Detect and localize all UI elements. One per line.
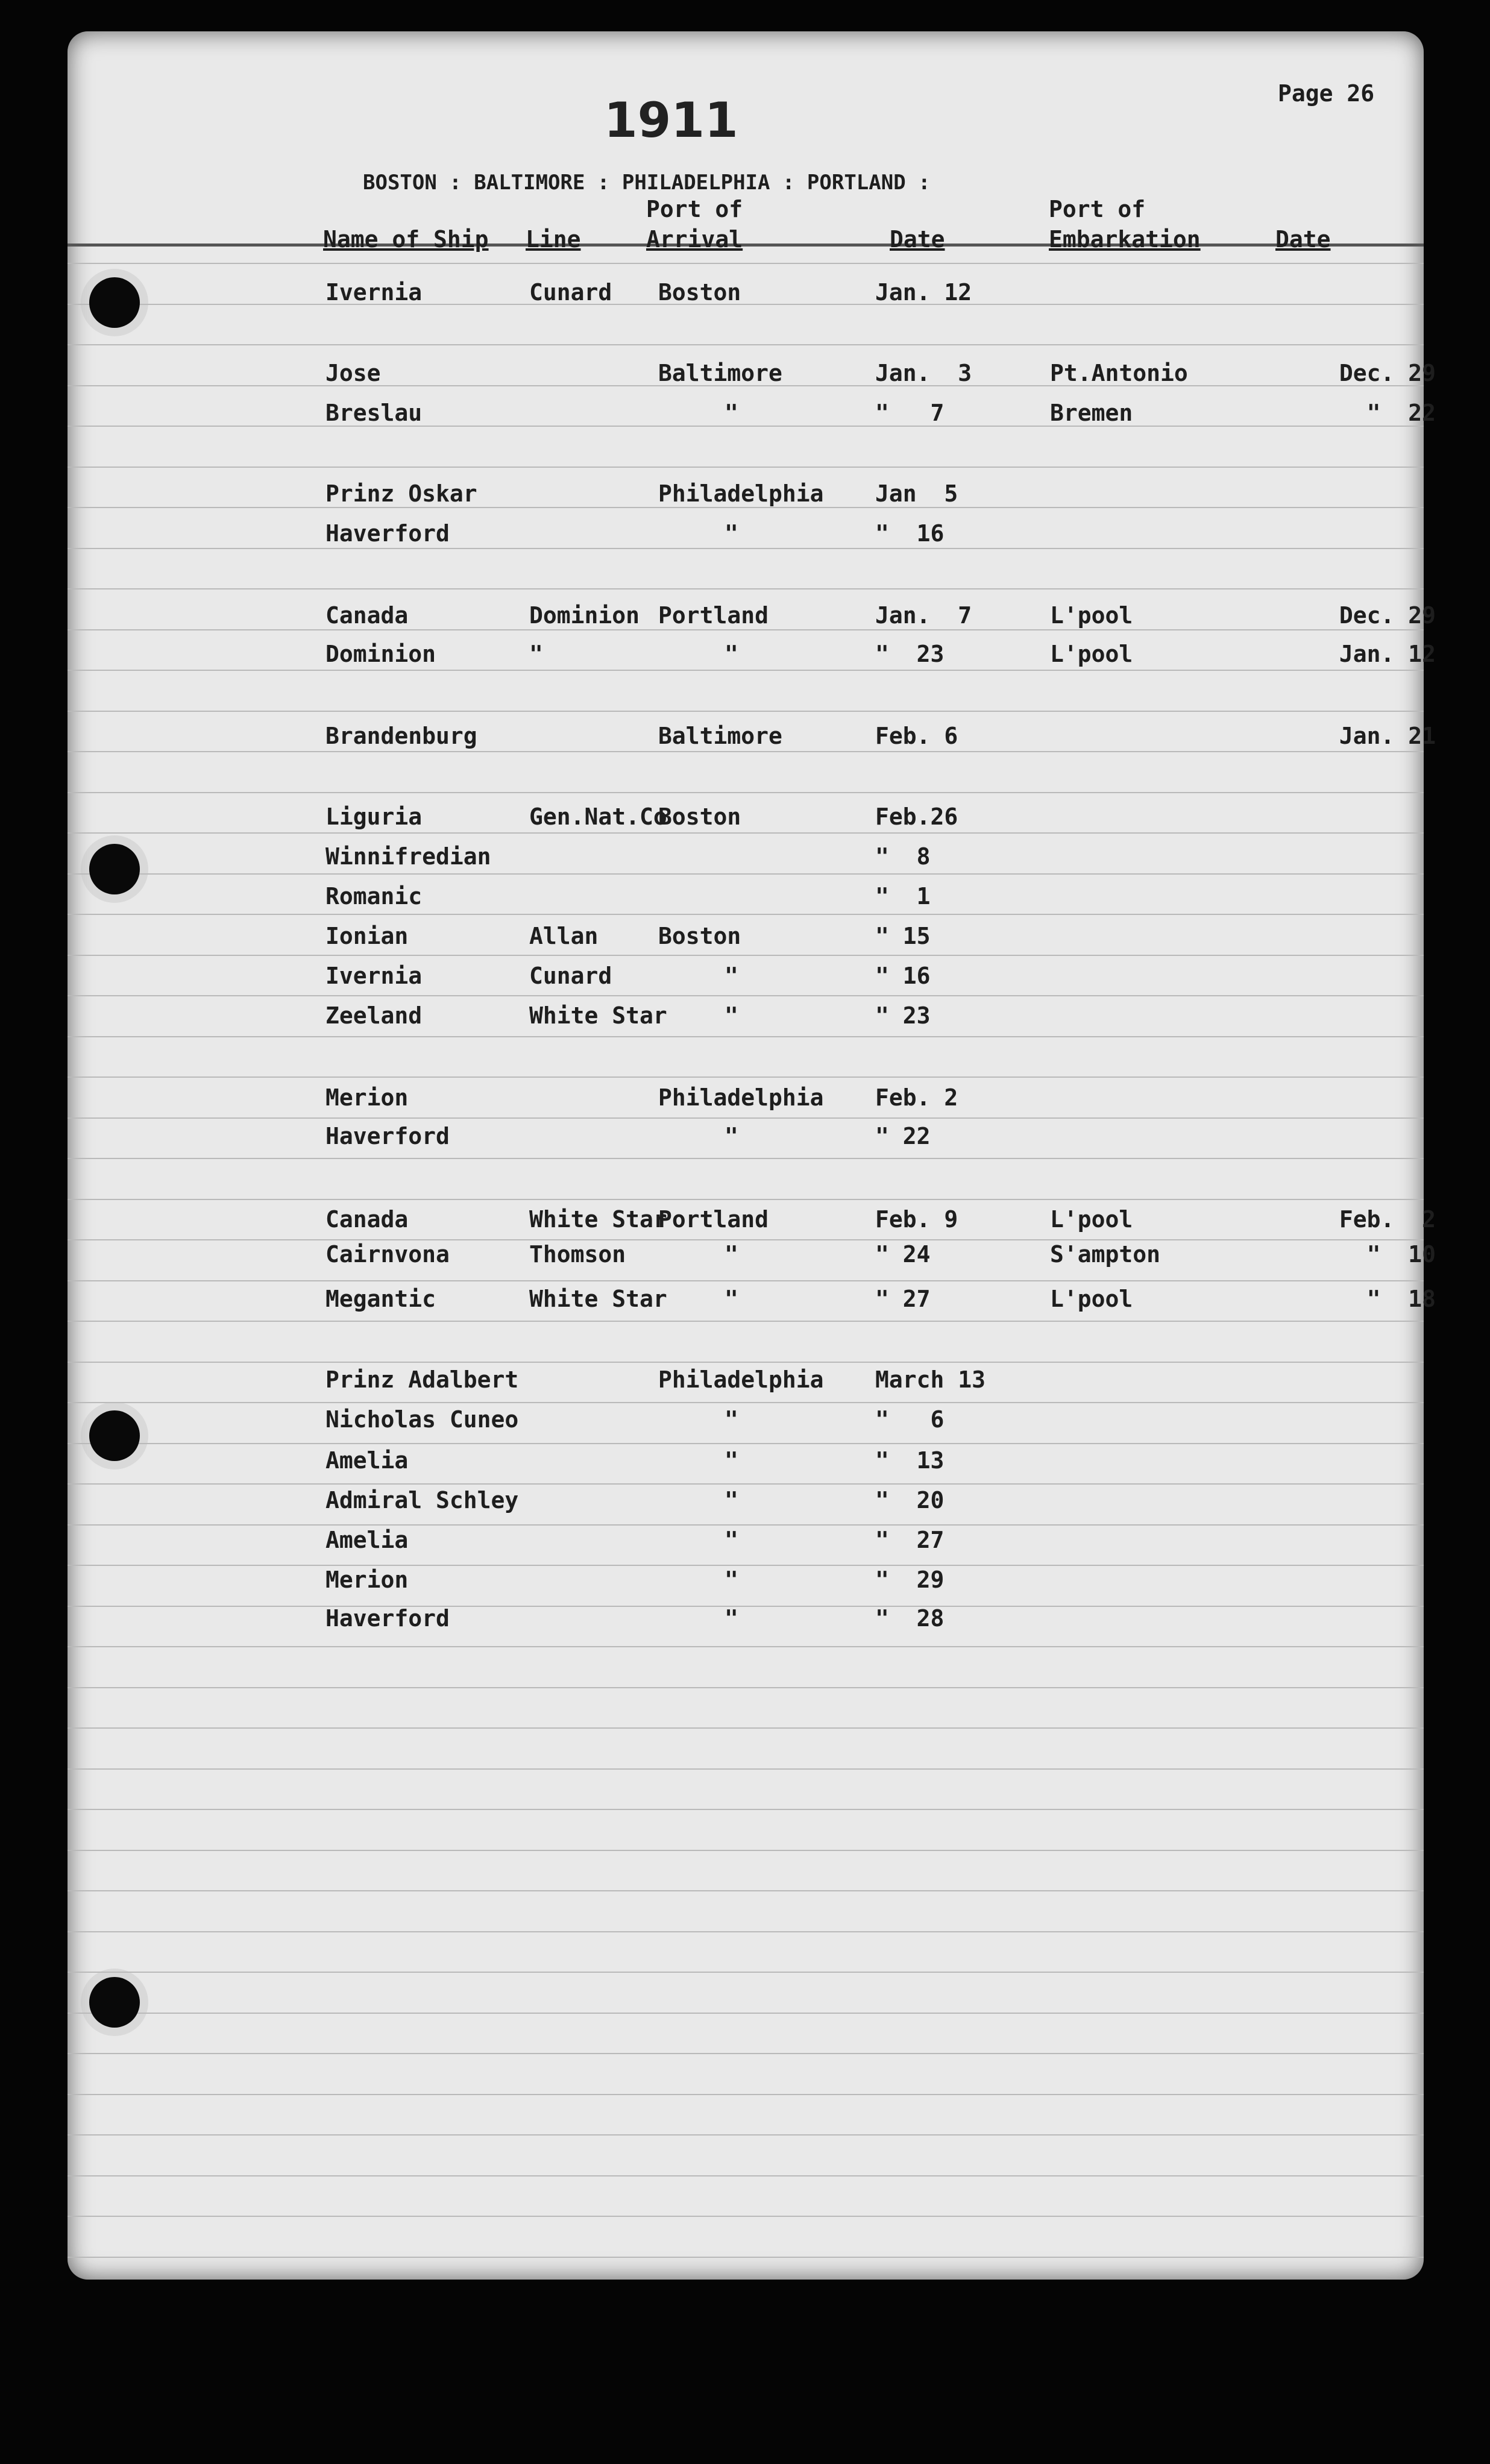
arrival-date: Jan. 12	[875, 279, 972, 306]
arrival-date: " 24	[875, 1241, 931, 1268]
port-of-arrival: Boston	[658, 279, 741, 306]
ruled-line	[68, 2175, 1424, 2176]
port-of-embarkation: L'pool	[1050, 641, 1133, 667]
ruled-line	[68, 1687, 1424, 1688]
port-of-embarkation: L'pool	[1050, 1206, 1133, 1233]
embarkation-date: " 10	[1366, 1241, 1436, 1268]
header-rule	[68, 244, 1424, 247]
arrival-date: " 15	[875, 923, 931, 949]
ruled-line	[68, 832, 1424, 834]
ruled-line	[68, 426, 1424, 427]
ruled-line	[68, 548, 1424, 549]
ruled-line	[68, 1443, 1424, 1444]
ship-name: Megantic	[325, 1286, 436, 1312]
shipping-line: Thomson	[529, 1241, 626, 1268]
ship-name: Haverford	[325, 1605, 450, 1632]
record-card	[68, 31, 1436, 2280]
port-of-arrival: "	[725, 1527, 738, 1553]
ship-name: Brandenburg	[325, 723, 477, 749]
ruled-line	[68, 751, 1424, 752]
port-of-arrival: Baltimore	[658, 723, 782, 749]
shipping-line: Dominion	[529, 602, 640, 629]
port-of-arrival: "	[725, 1406, 738, 1433]
ship-name: Prinz Adalbert	[325, 1366, 519, 1393]
ruled-line	[68, 1565, 1424, 1566]
shipping-line: White Star	[529, 1286, 667, 1312]
arrival-date: " 27	[875, 1527, 945, 1553]
port-of-arrival: "	[725, 1447, 738, 1474]
arrival-date: " 23	[875, 641, 945, 667]
port-of-arrival: Baltimore	[658, 360, 782, 386]
arrival-date: " 16	[875, 963, 931, 989]
ruled-line	[68, 873, 1424, 875]
arrival-date: " 28	[875, 1605, 945, 1632]
port-of-arrival: Portland	[658, 1206, 769, 1233]
ruled-line	[68, 1483, 1424, 1485]
ruled-line	[68, 1524, 1424, 1526]
port-of-embarkation: L'pool	[1050, 1286, 1133, 1312]
arrival-date: Jan. 3	[875, 360, 972, 386]
punch-hole	[89, 1977, 140, 2028]
arrival-date: March 13	[875, 1366, 986, 1393]
port-of-arrival: "	[725, 963, 738, 989]
ship-name: Merion	[325, 1084, 409, 1111]
port-of-embarkation: S'ampton	[1050, 1241, 1161, 1268]
ruled-line	[68, 304, 1424, 305]
ruled-line	[68, 1646, 1424, 1647]
arrival-date: " 1	[875, 883, 931, 910]
ship-name: Haverford	[325, 1123, 450, 1149]
ship-name: Amelia	[325, 1447, 409, 1474]
arrival-date: " 16	[875, 520, 945, 547]
ruled-line	[68, 1402, 1424, 1403]
ruled-line	[68, 2094, 1424, 2095]
arrival-date: " 27	[875, 1286, 931, 1312]
ruled-line	[68, 1158, 1424, 1159]
ship-name: Merion	[325, 1567, 409, 1593]
ship-name: Ionian	[325, 923, 409, 949]
embarkation-date: Feb. 2	[1339, 1206, 1436, 1233]
arrival-date: " 8	[875, 843, 931, 870]
ship-name: Liguria	[325, 803, 423, 830]
header-port-of-embarkation: Embarkation	[1049, 226, 1201, 253]
ruled-line	[68, 1972, 1424, 1973]
port-of-embarkation: Pt.Antonio	[1050, 360, 1188, 386]
embarkation-date: Dec. 29	[1339, 360, 1436, 386]
arrival-date: Feb. 6	[875, 723, 958, 749]
ruled-line	[68, 2013, 1424, 2014]
ship-name: Breslau	[325, 400, 423, 426]
ruled-line	[68, 2053, 1424, 2054]
port-of-arrival: "	[725, 1487, 738, 1513]
arrival-date: " 22	[875, 1123, 931, 1149]
ship-name: Dominion	[325, 641, 436, 667]
ship-name: Jose	[325, 360, 381, 386]
ruled-line	[68, 1809, 1424, 1810]
ruled-line	[68, 263, 1424, 264]
ruled-line	[68, 1076, 1424, 1078]
ship-name: Canada	[325, 1206, 409, 1233]
arrival-date: " 23	[875, 1002, 931, 1029]
header-date-embarkation: Date	[1275, 226, 1331, 253]
ruled-line	[68, 467, 1424, 468]
ports-line: BOSTON : BALTIMORE : PHILADELPHIA : PORTLAND :	[363, 171, 931, 195]
ship-name: Winnifredian	[325, 843, 491, 870]
ship-name: Ivernia	[325, 279, 423, 306]
port-of-embarkation: Bremen	[1050, 400, 1133, 426]
ruled-line	[68, 1931, 1424, 1932]
ruled-line	[68, 1321, 1424, 1322]
ruled-line	[68, 711, 1424, 712]
ruled-line	[68, 1117, 1424, 1119]
arrival-date: Feb. 2	[875, 1084, 958, 1111]
ship-name: Nicholas Cuneo	[325, 1406, 519, 1433]
header-port-of-embarkation-top: Port of	[1049, 196, 1146, 222]
port-of-arrival: "	[725, 520, 738, 547]
port-of-arrival: Boston	[658, 803, 741, 830]
ruled-line	[68, 344, 1424, 345]
port-of-arrival: "	[725, 1605, 738, 1632]
arrival-date: Feb. 9	[875, 1206, 958, 1233]
header-name-of-ship: Name of Ship	[323, 226, 489, 253]
header-line: Line	[526, 226, 581, 253]
ruled-line	[68, 588, 1424, 589]
punch-hole	[89, 277, 140, 328]
embarkation-date: Dec. 29	[1339, 602, 1436, 629]
arrival-date: " 7	[875, 400, 945, 426]
ship-name: Admiral Schley	[325, 1487, 519, 1513]
ruled-line	[68, 2216, 1424, 2217]
punch-hole	[89, 844, 140, 894]
embarkation-date: " 18	[1366, 1286, 1436, 1312]
port-of-arrival: Philadelphia	[658, 480, 824, 507]
port-of-arrival: Philadelphia	[658, 1084, 824, 1111]
header-port-of-arrival: Arrival	[646, 226, 743, 253]
page-label: Page 26	[1278, 80, 1375, 107]
ruled-line	[68, 1199, 1424, 1200]
shipping-line: White Star	[529, 1206, 667, 1233]
arrival-date: " 13	[875, 1447, 945, 1474]
arrival-date: " 20	[875, 1487, 945, 1513]
ruled-line	[68, 1606, 1424, 1607]
header-date: Date	[890, 226, 945, 253]
port-of-arrival: "	[725, 1286, 738, 1312]
ruled-line	[68, 629, 1424, 630]
port-of-embarkation: L'pool	[1050, 602, 1133, 629]
shipping-line: Cunard	[529, 279, 612, 306]
ruled-line	[68, 995, 1424, 996]
arrival-date: Jan 5	[875, 480, 958, 507]
arrival-date: " 6	[875, 1406, 945, 1433]
embarkation-date: Jan. 21	[1339, 723, 1436, 749]
ship-name: Haverford	[325, 520, 450, 547]
ruled-line	[68, 2134, 1424, 2136]
ruled-line	[68, 1362, 1424, 1363]
ruled-line	[68, 1727, 1424, 1729]
ruled-line	[68, 2257, 1424, 2258]
ruled-line	[68, 1890, 1424, 1891]
shipping-line: "	[529, 641, 543, 667]
shipping-line: Allan	[529, 923, 599, 949]
arrival-date: " 29	[875, 1567, 945, 1593]
ruled-line	[68, 955, 1424, 956]
ship-name: Cairnvona	[325, 1241, 450, 1268]
embarkation-date: Jan. 12	[1339, 641, 1436, 667]
port-of-arrival: "	[725, 1002, 738, 1029]
header-port-of-arrival-top: Port of	[646, 196, 743, 222]
shipping-line: Gen.Nat.Co	[529, 803, 667, 830]
page-year: 1911	[604, 92, 738, 148]
ruled-line	[68, 670, 1424, 671]
shipping-line: White Star	[529, 1002, 667, 1029]
ship-name: Canada	[325, 602, 409, 629]
ship-name: Amelia	[325, 1527, 409, 1553]
arrival-date: Feb.26	[875, 803, 958, 830]
ruled-line	[68, 1036, 1424, 1037]
port-of-arrival: "	[725, 1567, 738, 1593]
port-of-arrival: "	[725, 1123, 738, 1149]
port-of-arrival: "	[725, 1241, 738, 1268]
ruled-line	[68, 1280, 1424, 1281]
ruled-line	[68, 1768, 1424, 1770]
ship-name: Zeeland	[325, 1002, 423, 1029]
arrival-date: Jan. 7	[875, 602, 972, 629]
ship-name: Ivernia	[325, 963, 423, 989]
port-of-arrival: "	[725, 400, 738, 426]
port-of-arrival: "	[725, 641, 738, 667]
port-of-arrival: Boston	[658, 923, 741, 949]
ruled-line	[68, 1239, 1424, 1240]
ruled-line	[68, 1850, 1424, 1851]
embarkation-date: " 22	[1366, 400, 1436, 426]
ruled-line	[68, 914, 1424, 915]
ruled-line	[68, 792, 1424, 793]
port-of-arrival: Philadelphia	[658, 1366, 824, 1393]
ship-name: Romanic	[325, 883, 423, 910]
ruled-line	[68, 507, 1424, 508]
shipping-line: Cunard	[529, 963, 612, 989]
port-of-arrival: Portland	[658, 602, 769, 629]
ship-name: Prinz Oskar	[325, 480, 477, 507]
punch-hole	[89, 1410, 140, 1461]
